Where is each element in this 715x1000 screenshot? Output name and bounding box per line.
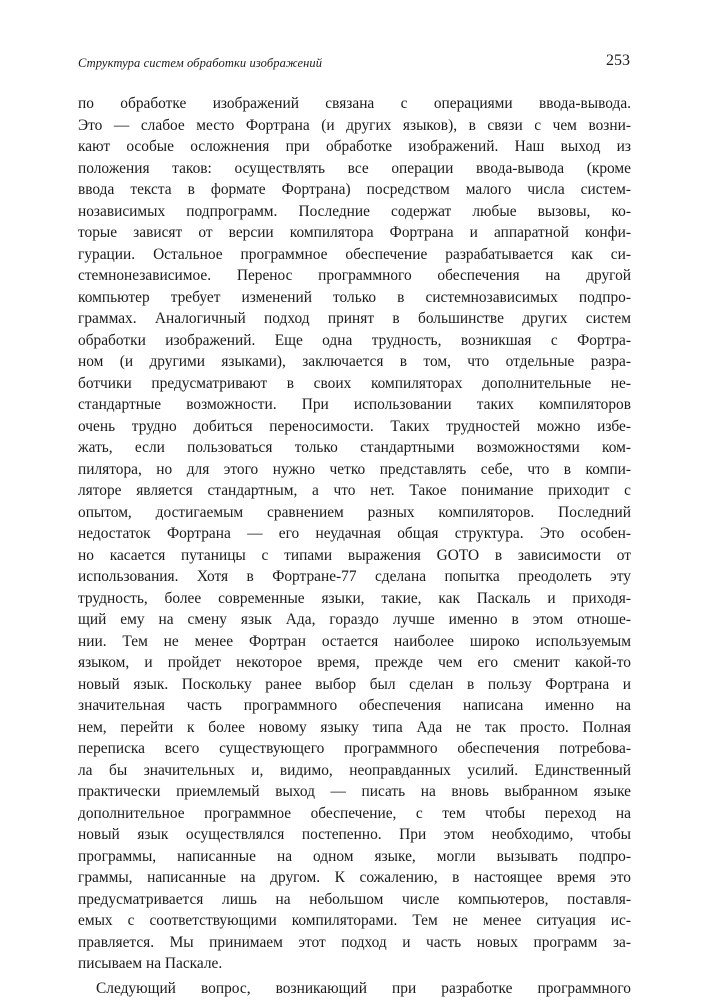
text-line: писываем на Паскале. xyxy=(78,955,223,972)
text-line: практически приемлемый выход — писать на вновь выбранном языке xyxy=(78,783,631,800)
text-line: нем, перейти к более новому языку типа Ада не так просто. Полная xyxy=(78,718,631,736)
text-line: торые зависят от версии компилятора Фортрана и аппаратной конфи- xyxy=(78,224,631,241)
text-line: Это — слабое место Фортрана (и других языков), в связи с чем возни- xyxy=(78,116,631,134)
text-line: правляется. Мы принимаем этот подход и часть новых программ за- xyxy=(78,933,631,951)
paragraph xyxy=(78,978,631,1000)
text-line: недостаток Фортрана — его неудачная общая структура. Это особен- xyxy=(78,525,631,542)
text-line: очень трудно добиться переносимости. Таких трудностей можно избе- xyxy=(78,417,631,435)
text-line: программы, написанные на одном языке, могли вызывать подпро- xyxy=(78,847,631,865)
text-line: новый язык. Поскольку ранее выбор был сделан в пользу Фортрана и xyxy=(78,675,631,693)
text-line: компьютер требует изменений только в системнозависимых подпро- xyxy=(78,288,631,306)
text-line: нозависимых подпрограмм. Последние содержат любые вызовы, ко- xyxy=(78,202,631,220)
text-line: ввода текста в формате Фортрана) посредством малого числа систем- xyxy=(78,181,631,198)
text-line: дополнительное программное обеспечение, с тем чтобы переход на xyxy=(78,804,631,822)
text-line: нии. Тем не менее Фортран остается наиболее широко используемым xyxy=(78,632,631,650)
text-line: емых с соответствующими компиляторами. Тем не менее ситуация ис- xyxy=(78,912,631,929)
text-line: гурации. Остальное программное обеспечение разрабатывается как си- xyxy=(78,245,631,263)
body-text xyxy=(78,93,631,999)
text-line: граммы, написанные на другом. К сожалению, в настоящее время это xyxy=(78,869,631,886)
text-line: но касается путаницы с типами выражения GOTO в зависимости от xyxy=(78,546,631,564)
page-number: 253 xyxy=(606,52,630,69)
text-line: языком, и пройдет некоторое время, прежде чем его сменит какой-то xyxy=(78,654,631,671)
text-line: по обработке изображений связана с операциями ввода-вывода. xyxy=(78,95,631,112)
text-line: новый язык осуществлялся постепенно. При этом необходимо, чтобы xyxy=(78,826,631,843)
text-line: опытом, достигаемым сравнением разных компиляторов. Последний xyxy=(78,503,631,521)
text-line: жать, если пользоваться только стандартными возможностями ком- xyxy=(78,439,631,456)
text-line: трудность, более современные языки, такие, как Паскаль и приходя- xyxy=(78,589,631,607)
text-line: кают особые осложнения при обработке изображений. Наш выход из xyxy=(78,138,631,155)
text-line: ла бы значительных и, видимо, неоправданных усилий. Единственный xyxy=(78,761,631,779)
text-line: стемнонезависимое. Перенос программного обеспечения на другой xyxy=(78,267,631,284)
running-head xyxy=(78,52,630,76)
text-line: пилятора, но для этого нужно четко представлять себе, что в компи- xyxy=(78,460,631,478)
text-line: обработки изображений. Еще одна трудность, возникшая с Фортра- xyxy=(78,331,631,349)
text-line: граммах. Аналогичный подход принят в большинстве других систем xyxy=(78,310,631,327)
running-title: Структура систем обработки изображений xyxy=(78,56,323,70)
text-line: положения таков: осуществлять все операции ввода-вывода (кроме xyxy=(78,159,631,177)
text-line: переписка всего существующего программного обеспечения потребова- xyxy=(78,740,631,757)
text-line: ботчики предусматривают в своих компиляторах дополнительные не- xyxy=(78,374,631,392)
text-line: ляторе является стандартным, а что нет. Такое понимание приходит с xyxy=(78,482,631,499)
text-line: ном (и другими языками), заключается в том, что отдельные разра- xyxy=(78,353,631,370)
text-line: значительная часть программного обеспечения написана именно на xyxy=(78,697,631,714)
text-line: стандартные возможности. При использовании таких компиляторов xyxy=(78,396,631,413)
text-line: предусматривается лишь на небольшом числе компьютеров, поставля- xyxy=(78,890,631,908)
text-line: Следующий вопрос, возникающий при разработке программного xyxy=(96,979,631,997)
paragraph xyxy=(78,93,631,975)
text-line: щий ему на смену язык Ада, гораздо лучше именно в этом отноше- xyxy=(78,611,631,628)
text-line: использования. Хотя в Фортране-77 сделана попытка преодолеть эту xyxy=(78,568,631,585)
